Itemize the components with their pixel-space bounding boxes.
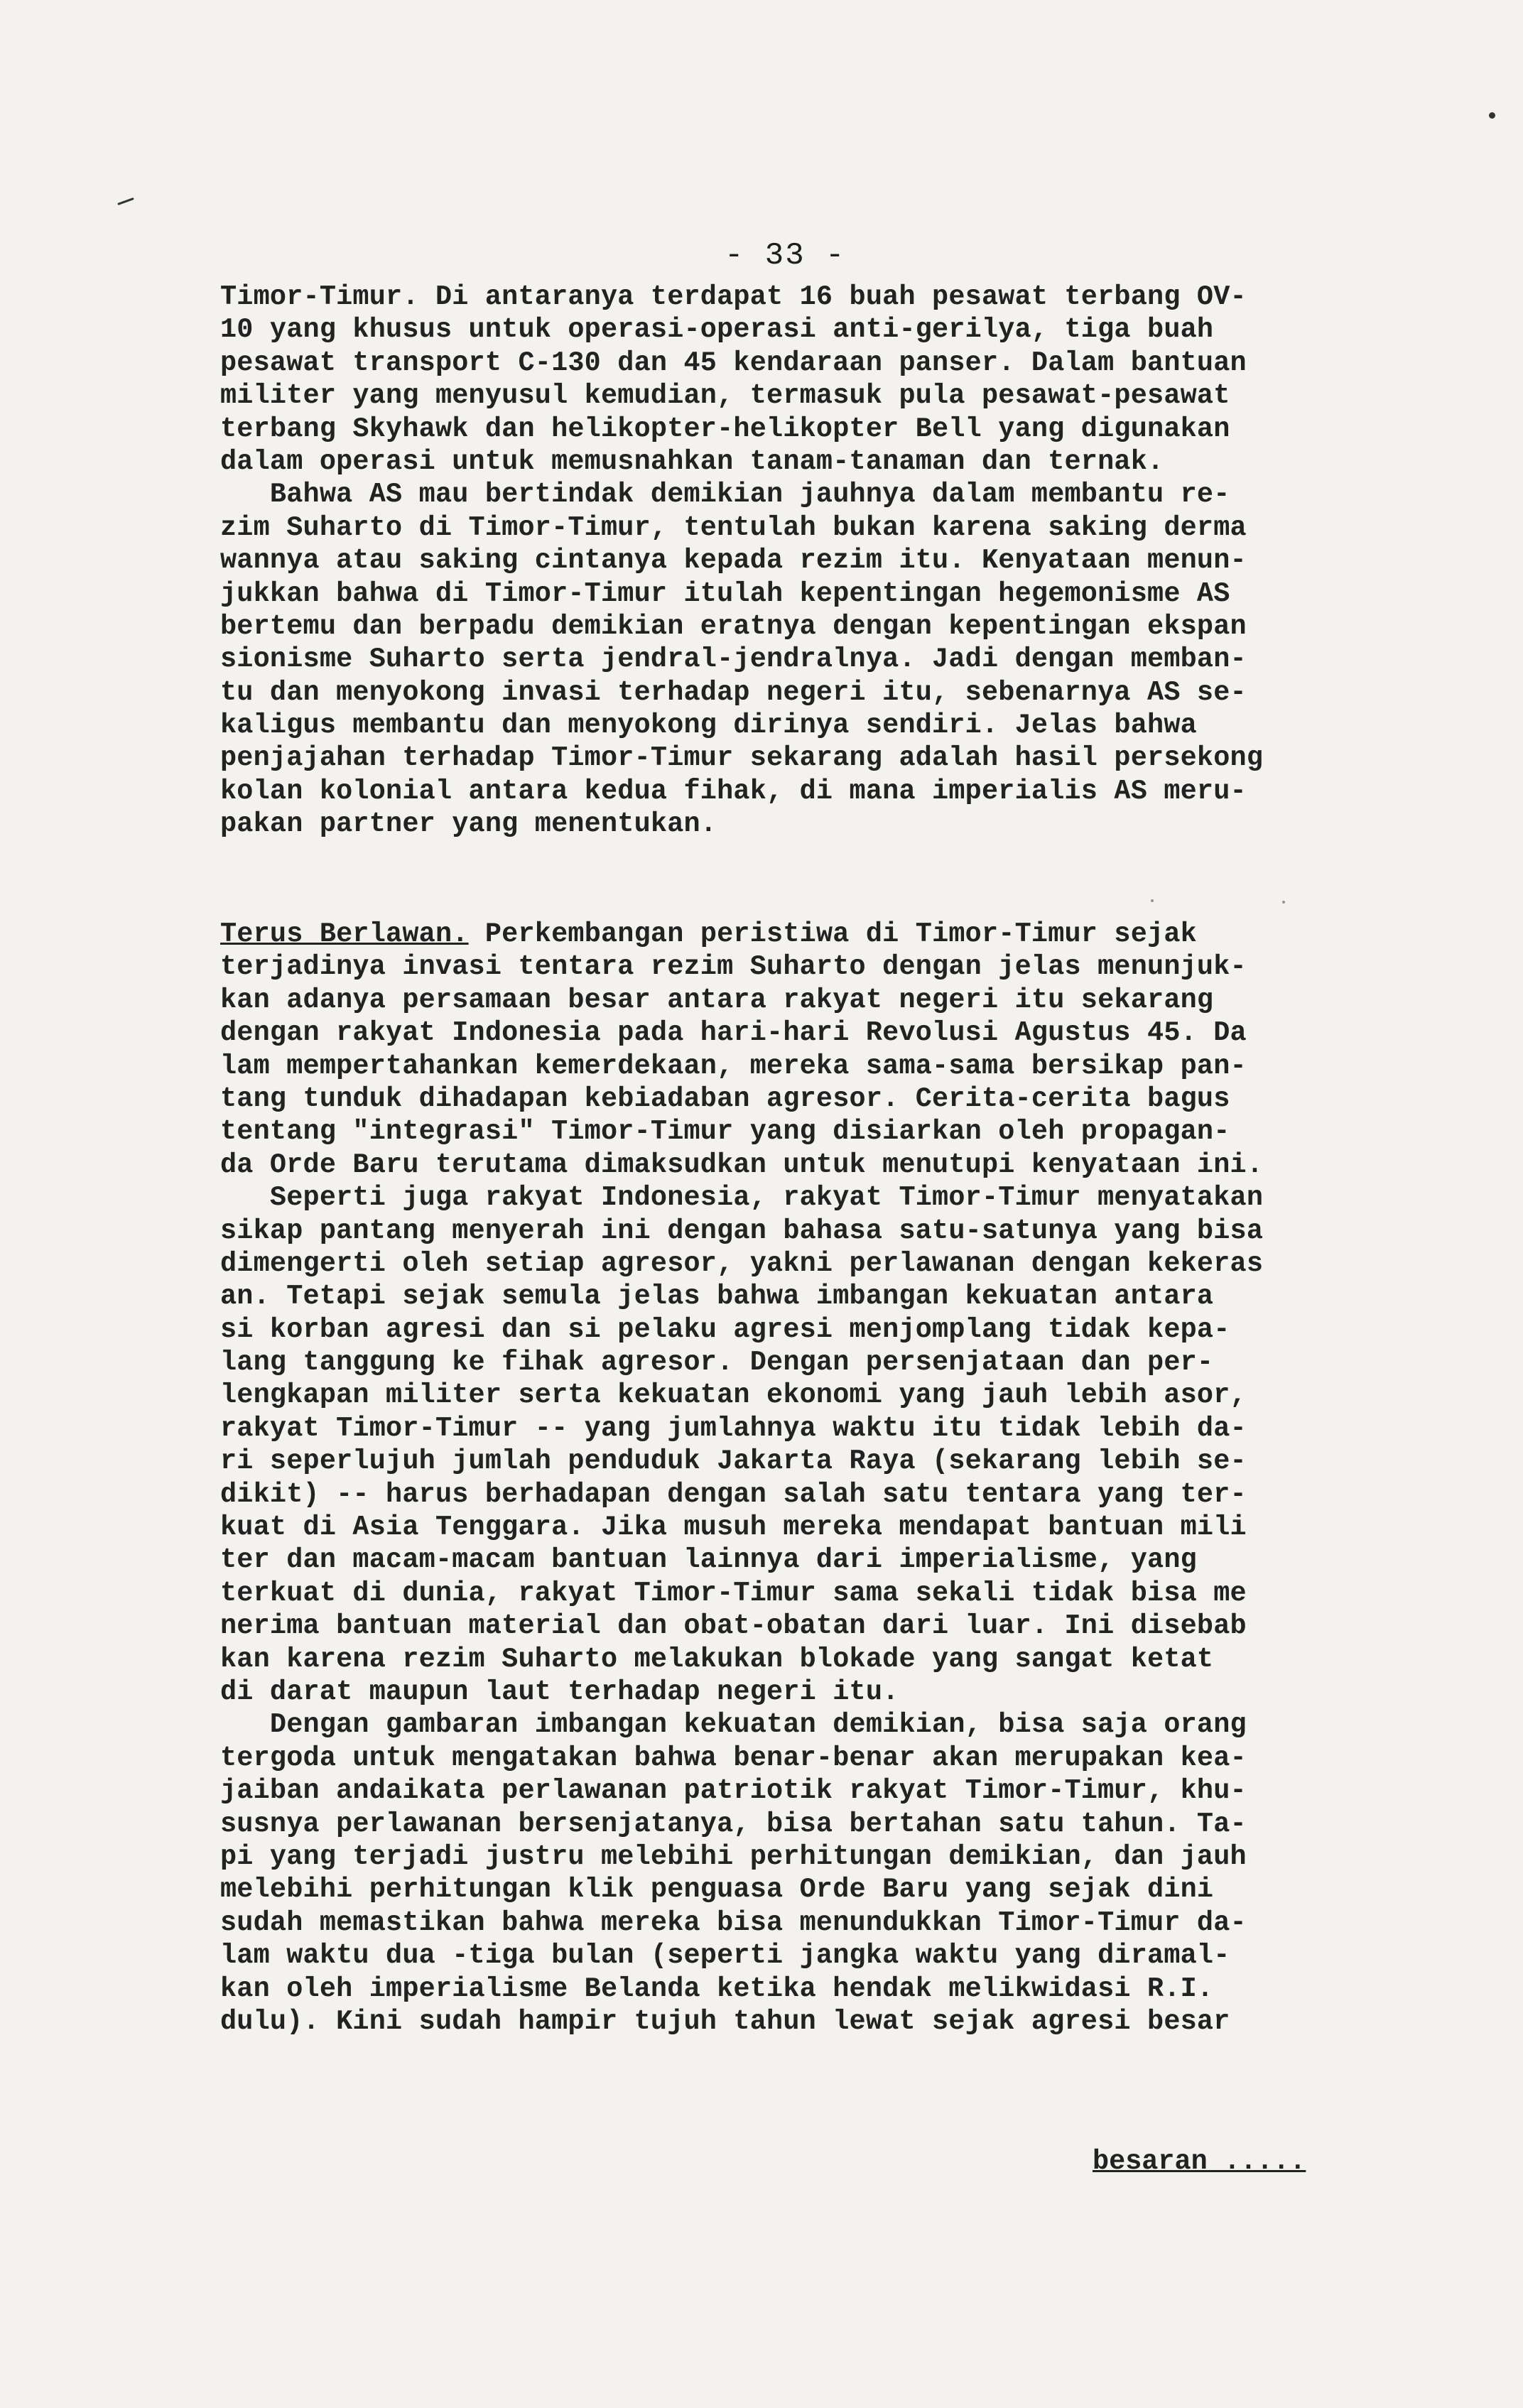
text-line: bertemu dan berpadu demikian eratnya dengan kepentingan ekspan <box>220 610 1247 642</box>
text-line: Dengan gambaran imbangan kekuatan demikian, bisa saja orang <box>220 1709 1247 1741</box>
text-line: si korban agresi dan si pelaku agresi menjomplang tidak kepa- <box>220 1313 1230 1345</box>
text-line: kan karena rezim Suharto melakukan blokade yang sangat ketat <box>220 1643 1214 1675</box>
scan-speck <box>117 197 134 205</box>
text-line: Bahwa AS mau bertindak demikian jauhnya dalam membantu re- <box>220 479 1230 511</box>
text-line: terjadinya invasi tentara rezim Suharto dengan jelas menunjuk- <box>220 951 1247 983</box>
text-line: terkuat di dunia, rakyat Timor-Timur sama sekali tidak bisa me <box>220 1577 1247 1609</box>
paragraph-us-military-aid <box>220 281 1385 841</box>
text-line: tu dan menyokong invasi terhadap negeri itu, sebenarnya AS se- <box>220 676 1247 708</box>
text-line: pakan partner yang menentukan. <box>220 808 717 840</box>
text-line: tentang "integrasi" Timor-Timur yang disiarkan oleh propagan- <box>220 1116 1230 1148</box>
text-line: dalam operasi untuk memusnahkan tanam-tanaman dan ternak. <box>220 445 1164 477</box>
text-line: kuat di Asia Tenggara. Jika musuh mereka mendapat bantuan mili <box>220 1512 1247 1544</box>
section-terus-berlawan <box>220 918 1385 2038</box>
text-line: terbang Skyhawk dan helikopter-helikopter Bell yang digunakan <box>220 413 1230 445</box>
text-line: tang tunduk dihadapan kebiadaban agresor. Cerita-cerita bagus <box>220 1083 1230 1114</box>
text-line: lam mempertahankan kemerdekaan, mereka sama-sama bersikap pan- <box>220 1050 1247 1082</box>
text-line: pesawat transport C-130 dan 45 kendaraan panser. Dalam bantuan <box>220 347 1247 379</box>
text-line: dulu). Kini sudah hampir tujuh tahun lewat sejak agresi besar <box>220 2005 1230 2037</box>
text-line: kan oleh imperialisme Belanda ketika hendak melikwidasi R.I. <box>220 1973 1214 2005</box>
section-first-line-text: Perkembangan peristiwa di Timor-Timur sejak <box>468 918 1197 950</box>
text-line: nerima bantuan material dan obat-obatan dari luar. Ini disebab <box>220 1610 1247 1642</box>
text-line: 10 yang khusus untuk operasi-operasi anti-gerilya, tiga buah <box>220 314 1214 346</box>
text-line: kolan kolonial antara kedua fihak, di mana imperialis AS meru- <box>220 775 1247 807</box>
text-line: kaligus membantu dan menyokong dirinya sendiri. Jelas bahwa <box>220 710 1197 742</box>
text-line: militer yang menyusul kemudian, termasuk pula pesawat-pesawat <box>220 380 1230 412</box>
text-line: kan adanya persamaan besar antara rakyat negeri itu sekarang <box>220 984 1214 1016</box>
text-line: wannya atau saking cintanya kepada rezim itu. Kenyataan menun- <box>220 545 1247 577</box>
text-line: dimengerti oleh setiap agresor, yakni perlawanan dengan kekeras <box>220 1247 1264 1279</box>
text-line: da Orde Baru terutama dimaksudkan untuk menutupi kenyataan ini. <box>220 1149 1264 1181</box>
text-line: pi yang terjadi justru melebihi perhitungan demikian, dan jauh <box>220 1840 1247 1872</box>
text-line: lam waktu dua -tiga bulan (seperti jangka waktu yang diramal- <box>220 1940 1230 1972</box>
text-line: sudah memastikan bahwa mereka bisa menundukkan Timor-Timur da- <box>220 1907 1247 1938</box>
scan-speck <box>1489 112 1495 119</box>
text-line: jaiban andaikata perlawanan patriotik rakyat Timor-Timur, khu- <box>220 1775 1247 1807</box>
text-line: jukkan bahwa di Timor-Timur itulah kepentingan hegemonisme AS <box>220 577 1230 609</box>
text-line: tergoda untuk mengatakan bahwa benar-benar akan merupakan kea- <box>220 1742 1247 1774</box>
text-line: penjajahan terhadap Timor-Timur sekarang adalah hasil persekong <box>220 742 1264 774</box>
text-line: ter dan macam-macam bantuan lainnya dari imperialisme, yang <box>220 1544 1197 1576</box>
text-line: lang tanggung ke fihak agresor. Dengan persenjataan dan per- <box>220 1347 1214 1379</box>
text-line: rakyat Timor-Timur -- yang jumlahnya waktu itu tidak lebih da- <box>220 1412 1247 1444</box>
text-line: Timor-Timur. Di antaranya terdapat 16 buah pesawat terbang OV- <box>220 281 1247 313</box>
text-line: Seperti juga rakyat Indonesia, rakyat Timor-Timur menyatakan <box>220 1182 1264 1214</box>
page-number: - 33 - <box>725 238 846 273</box>
catchword: besaran ..... <box>1093 2146 1306 2177</box>
text-line: sikap pantang menyerah ini dengan bahasa satu-satunya yang bisa <box>220 1215 1264 1247</box>
text-line: dengan rakyat Indonesia pada hari-hari Revolusi Agustus 45. Da <box>220 1017 1247 1049</box>
text-line: dikit) -- harus berhadapan dengan salah satu tentara yang ter- <box>220 1478 1247 1510</box>
text-line: ri seperlujuh jumlah penduduk Jakarta Raya (sekarang lebih se- <box>220 1446 1247 1477</box>
scan-speck <box>1282 901 1285 904</box>
text-line: sionisme Suharto serta jendral-jendralnya. Jadi dengan memban- <box>220 644 1247 676</box>
text-line: an. Tetapi sejak semula jelas bahwa imbangan kekuatan antara <box>220 1281 1214 1313</box>
section-first-line <box>220 918 1385 950</box>
text-line: di darat maupun laut terhadap negeri itu. <box>220 1676 899 1708</box>
section-heading: Terus Berlawan. <box>220 918 469 950</box>
text-line: lengkapan militer serta kekuatan ekonomi yang jauh lebih asor, <box>220 1379 1247 1411</box>
text-line: zim Suharto di Timor-Timur, tentulah bukan karena saking derma <box>220 511 1247 543</box>
scan-speck <box>1151 899 1154 902</box>
text-line: susnya perlawanan bersenjatanya, bisa bertahan satu tahun. Ta- <box>220 1808 1247 1840</box>
text-line: melebihi perhitungan klik penguasa Orde Baru yang sejak dini <box>220 1874 1214 1906</box>
